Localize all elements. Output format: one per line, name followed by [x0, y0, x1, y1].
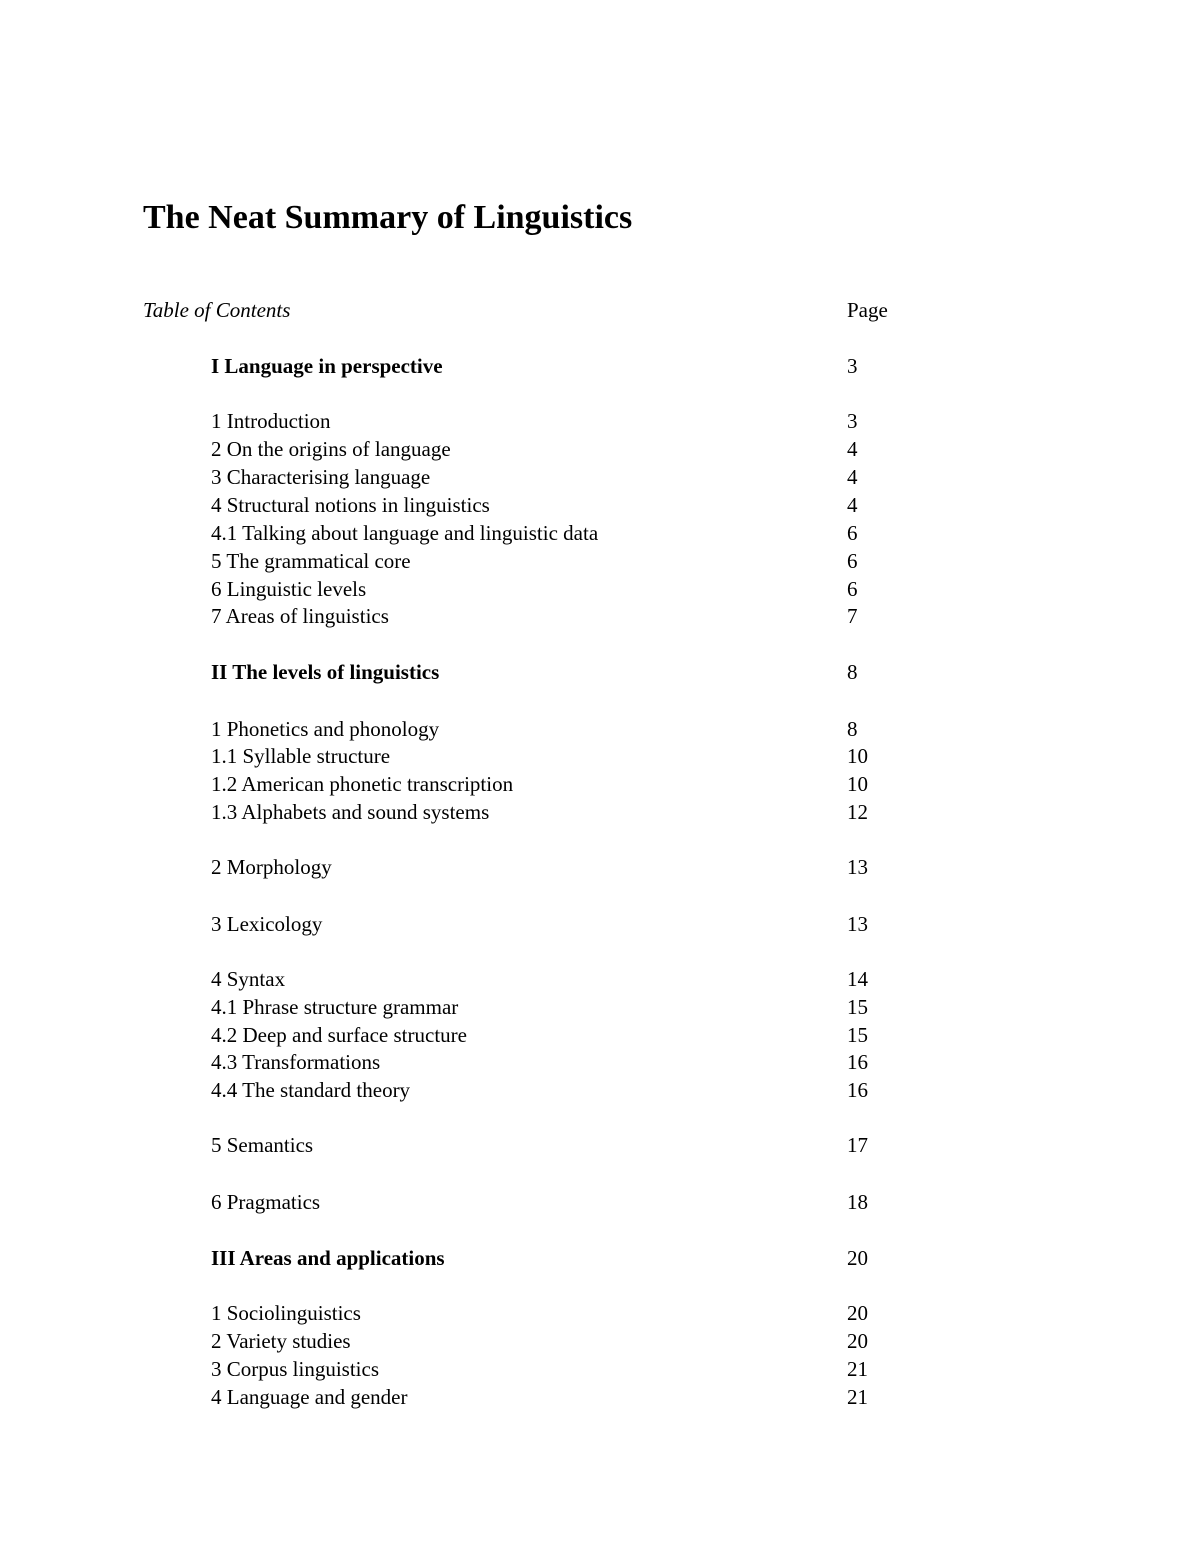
toc-entry-title: 1.1 Syllable structure: [211, 744, 391, 768]
toc-entry-title: III Areas and applications: [211, 1246, 445, 1270]
toc-entry-title: 1 Sociolinguistics: [211, 1301, 361, 1325]
toc-entry-page-number: 10: [847, 772, 868, 796]
toc-entry: [0, 853, 1200, 881]
toc-entry-page-number: 6: [847, 549, 858, 573]
toc-entry: [0, 1048, 1200, 1076]
toc-entry: [0, 1188, 1200, 1216]
toc-heading: Table of Contents: [143, 298, 291, 322]
toc-entry-page-number: 20: [847, 1329, 868, 1353]
toc-entry-title: 3 Lexicology: [211, 912, 323, 936]
document-title: The Neat Summary of Linguistics: [143, 199, 633, 236]
toc-entry: [0, 715, 1200, 743]
toc-entry: [0, 463, 1200, 491]
toc-entry: [0, 1355, 1200, 1383]
toc-entry-page-number: 7: [847, 604, 858, 628]
toc-entry-title: 7 Areas of linguistics: [211, 604, 389, 628]
toc-part-entry: [0, 658, 1200, 686]
toc-entry-page-number: 20: [847, 1301, 868, 1325]
toc-entry-title: I Language in perspective: [211, 354, 443, 378]
toc-entry: [0, 602, 1200, 630]
toc-part-entry: [0, 352, 1200, 380]
toc-entry-page-number: 12: [847, 800, 868, 824]
toc-entry-title: 4 Language and gender: [211, 1385, 408, 1409]
toc-entry: [0, 798, 1200, 826]
toc-entry: [0, 965, 1200, 993]
toc-entry-title: 1.2 American phonetic transcription: [211, 772, 514, 796]
toc-entry-title: 4.3 Transformations: [211, 1050, 381, 1074]
toc-entry-page-number: 4: [847, 437, 858, 461]
toc-entry-page-number: 8: [847, 660, 858, 684]
toc-entry-title: 1 Phonetics and phonology: [211, 717, 440, 741]
toc-entry-title: 1.3 Alphabets and sound systems: [211, 800, 490, 824]
toc-entry: [0, 1383, 1200, 1411]
toc-entry-title: 4.2 Deep and surface structure: [211, 1023, 467, 1047]
toc-entry-page-number: 14: [847, 967, 868, 991]
toc-entry: [0, 575, 1200, 603]
toc-entry-page-number: 4: [847, 493, 858, 517]
toc-part-entry: [0, 1244, 1200, 1272]
toc-entry: [0, 770, 1200, 798]
toc-entry-page-number: 8: [847, 717, 858, 741]
toc-entry-title: 2 Morphology: [211, 855, 332, 879]
toc-entry: [0, 519, 1200, 547]
toc-entry-page-number: 13: [847, 855, 868, 879]
toc-entry-page-number: 6: [847, 577, 858, 601]
toc-entry-page-number: 16: [847, 1050, 868, 1074]
toc-entry-title: 4.4 The standard theory: [211, 1078, 411, 1102]
toc-entry-title: 2 Variety studies: [211, 1329, 351, 1353]
toc-entry: [0, 407, 1200, 435]
toc-entry-page-number: 15: [847, 1023, 868, 1047]
toc-entry-page-number: 3: [847, 409, 858, 433]
toc-entry-page-number: 15: [847, 995, 868, 1019]
toc-entry-title: 2 On the origins of language: [211, 437, 451, 461]
toc-entry-page-number: 21: [847, 1385, 868, 1409]
toc-entry-title: 4.1 Phrase structure grammar: [211, 995, 459, 1019]
toc-entry-title: 5 Semantics: [211, 1133, 314, 1157]
toc-entry-title: 6 Linguistic levels: [211, 577, 367, 601]
toc-entry: [0, 1299, 1200, 1327]
toc-entry-title: 5 The grammatical core: [211, 549, 411, 573]
toc-entry-title: 4.1 Talking about language and linguistic data: [211, 521, 599, 545]
toc-entry: [0, 910, 1200, 938]
toc-entry-page-number: 10: [847, 744, 868, 768]
toc-entry-page-number: 16: [847, 1078, 868, 1102]
toc-entry: [0, 993, 1200, 1021]
toc-entry-page-number: 3: [847, 354, 858, 378]
toc-entry-title: 1 Introduction: [211, 409, 331, 433]
toc-entry-page-number: 21: [847, 1357, 868, 1381]
toc-entry-title: 3 Corpus linguistics: [211, 1357, 380, 1381]
toc-entry-page-number: 4: [847, 465, 858, 489]
toc-entry-title: II The levels of linguistics: [211, 660, 440, 684]
toc-entry-title: 6 Pragmatics: [211, 1190, 321, 1214]
toc-entry-title: 4 Syntax: [211, 967, 286, 991]
page-column-heading: Page: [847, 298, 888, 322]
toc-entry-title: 3 Characterising language: [211, 465, 431, 489]
toc-entry: [0, 1021, 1200, 1049]
toc-entry-page-number: 18: [847, 1190, 868, 1214]
toc-entry: [0, 491, 1200, 519]
toc-entry: [0, 435, 1200, 463]
toc-entry-page-number: 17: [847, 1133, 868, 1157]
toc-entry: [0, 742, 1200, 770]
toc-entry-title: 4 Structural notions in linguistics: [211, 493, 490, 517]
toc-entry-page-number: 20: [847, 1246, 868, 1270]
toc-entry: [0, 1076, 1200, 1104]
toc-entry: [0, 547, 1200, 575]
toc-entry-page-number: 13: [847, 912, 868, 936]
toc-entry: [0, 1327, 1200, 1355]
toc-entry-page-number: 6: [847, 521, 858, 545]
toc-entry: [0, 1131, 1200, 1159]
